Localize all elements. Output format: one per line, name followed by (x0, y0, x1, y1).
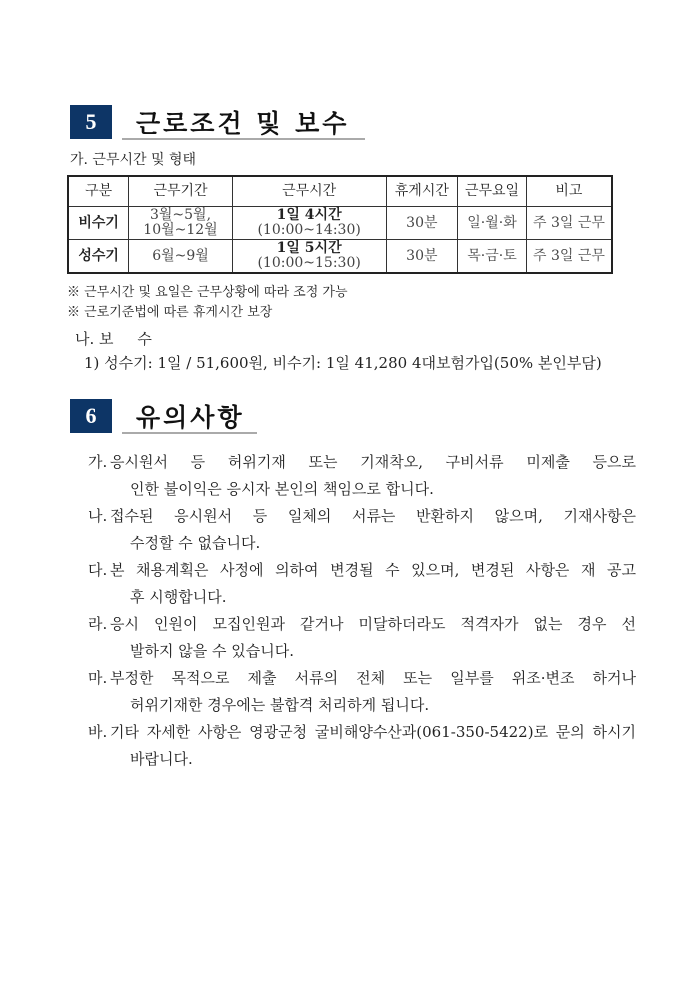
break-cell: 30분 (386, 207, 458, 240)
period-cell (129, 207, 233, 240)
header-cell: 휴게시간 (386, 176, 458, 207)
notice-item (88, 557, 636, 611)
notice-item (88, 449, 636, 503)
hours-text: 1일 5시간 (276, 240, 342, 256)
item-line: 부정한 목적으로 제출 서류의 전체 또는 일부를 위조·변조 하거나 (110, 669, 636, 687)
section-6-number: 6 (70, 399, 112, 433)
item-line: 후 시행합니다. (130, 588, 227, 606)
section-5-underline (122, 138, 365, 140)
item-line: 접수된 응시원서 등 일체의 서류는 반환하지 않으며, 기재사항은 (110, 507, 636, 525)
period-cell: 6월~9월 (129, 240, 233, 274)
note: ※ 근로기준법에 따른 휴게시간 보장 (67, 305, 273, 320)
item-marker: 가. (88, 453, 108, 471)
days-cell: 목·금·토 (458, 240, 527, 274)
notice-item (88, 503, 636, 557)
item-line: 수정할 수 없습니다. (130, 534, 261, 552)
note-cell: 주 3일 근무 (526, 240, 612, 274)
notice-item (88, 611, 636, 665)
item-line: 허위기재한 경우에는 불합격 처리하게 됩니다. (130, 696, 430, 714)
table-row (68, 207, 612, 240)
header-cell: 근무기간 (129, 176, 233, 207)
hours-cell (232, 207, 386, 240)
time-range: (10:00~14:30) (257, 222, 361, 238)
item-line: 응시원서 등 허위기재 또는 기재착오, 구비서류 미제출 등으로 (110, 453, 636, 471)
item-line: 본 채용계획은 사정에 의하여 변경될 수 있으며, 변경된 사항은 재 공고 (110, 561, 636, 579)
days-cell: 일·월·화 (458, 207, 527, 240)
item-marker: 바. (88, 723, 108, 741)
note: ※ 근무시간 및 요일은 근무상황에 따라 조정 가능 (67, 285, 348, 300)
section-6-underline (122, 432, 257, 434)
item-marker: 라. (88, 615, 108, 633)
section-5-title: 근로조건 및 보수 (136, 109, 350, 138)
period-line: 10월~12월 (143, 222, 218, 238)
item-line: 발하지 않을 수 있습니다. (130, 642, 294, 660)
note-cell: 주 3일 근무 (526, 207, 612, 240)
table-row (68, 240, 612, 274)
period-line: 3월~5월, (149, 207, 212, 223)
season-cell: 비수기 (68, 207, 129, 240)
item-line: 응시 인원이 모집인원과 같거나 미달하더라도 적격자가 없는 경우 선 (110, 615, 636, 633)
header-cell: 구분 (68, 176, 129, 207)
item-line: 인한 불이익은 응시자 본인의 책임으로 합니다. (130, 480, 434, 498)
header-cell: 비고 (526, 176, 612, 207)
item-marker: 나. (88, 507, 108, 525)
item-marker: 마. (88, 669, 108, 687)
season-cell: 성수기 (68, 240, 129, 274)
item-marker: 다. (88, 561, 108, 579)
pay-detail: 1) 성수기: 1일 / 51,600원, 비수기: 1일 41,280 4대보험가입(50% 본인부담) (84, 354, 602, 372)
notice-item (88, 665, 636, 719)
work-conditions-table (67, 175, 613, 274)
notice-item (88, 719, 636, 773)
table-header-row (68, 176, 612, 207)
hours-cell (232, 240, 386, 274)
header-cell: 근무시간 (232, 176, 386, 207)
hours-text: 1일 4시간 (276, 207, 342, 223)
section-6-title: 유의사항 (136, 403, 245, 432)
subheading-pay: 나. 보 수 (75, 330, 152, 348)
subheading-work-hours: 가. 근무시간 및 형태 (70, 152, 196, 168)
item-line: 기타 자세한 사항은 영광군청 굴비해양수산과(061-350-5422)로 문의 하시기 (110, 723, 636, 741)
time-range: (10:00~15:30) (257, 255, 361, 271)
item-line: 바랍니다. (130, 750, 193, 768)
header-cell: 근무요일 (458, 176, 527, 207)
break-cell: 30분 (386, 240, 458, 274)
section-5-number: 5 (70, 105, 112, 139)
